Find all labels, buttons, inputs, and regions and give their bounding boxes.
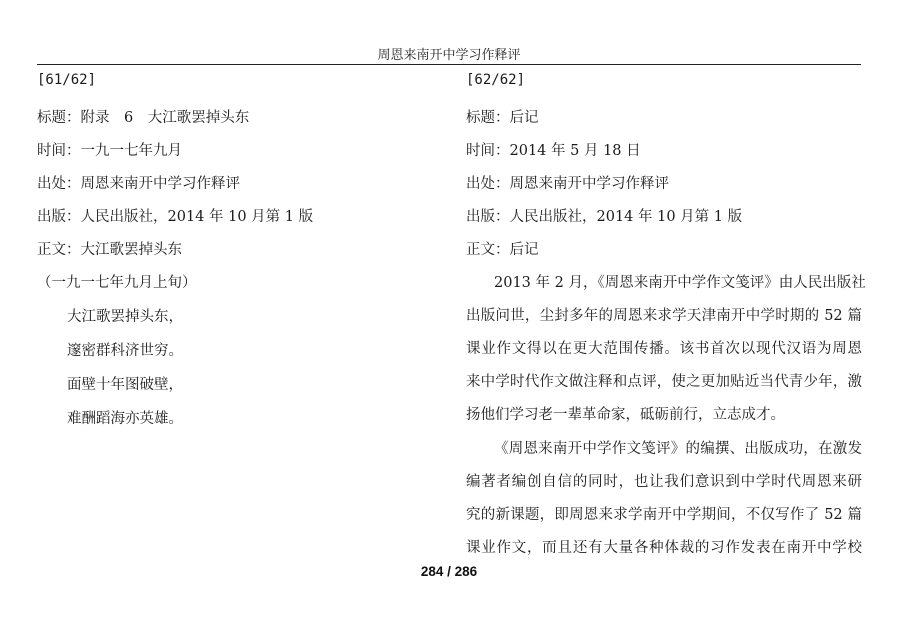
entry-text-label: 正文：后记 xyxy=(466,242,539,258)
entry-text-label: 正文：大江歌罢掉头东 xyxy=(37,242,182,258)
entry-source: 出处：周恩来南开中学习作释评 xyxy=(37,176,240,192)
entry-time: 时间：一九一七年九月 xyxy=(37,143,182,159)
entry-index: [62/62] xyxy=(466,72,526,88)
entry-index: [61/62] xyxy=(37,72,97,88)
entry-title: 标题：后记 xyxy=(466,110,539,126)
paragraph-line: 出版问世，尘封多年的周恩来求学天津南开中学时期的 52 篇 xyxy=(466,308,862,324)
page-number: 284 / 286 xyxy=(420,564,478,579)
poem-line: 大江歌罢掉头东， xyxy=(67,309,183,325)
running-header: 周恩来南开中学习作释评 xyxy=(377,48,521,63)
entry-source: 出处：周恩来南开中学习作释评 xyxy=(466,176,669,192)
entry-time: 时间：2014 年 5 月 18 日 xyxy=(466,143,641,159)
header-rule xyxy=(37,64,861,65)
paragraph-line: 来中学时代作文做注释和点评，使之更加贴近当代青少年，激 xyxy=(466,374,862,390)
poem-line: 难酬蹈海亦英雄。 xyxy=(67,411,183,427)
paragraph-line: 究的新课题，即周恩来求学南开中学期间，不仅写作了 52 篇 xyxy=(466,507,862,523)
poem-line: 面壁十年图破壁， xyxy=(67,377,183,393)
poem-date-note: （一九一七年九月上旬） xyxy=(37,275,197,291)
paragraph-line: 《周恩来南开中学作文笺评》的编撰、出版成功，在激发 xyxy=(494,441,862,457)
entry-title: 标题：附录 6 大江歌罢掉头东 xyxy=(37,110,250,126)
paragraph-line: 课业作文，而且还有大量各种体裁的习作发表在南开中学校 xyxy=(466,540,862,556)
entry-edition: 出版：人民出版社，2014 年 10 月第 1 版 xyxy=(466,209,743,225)
entry-edition: 出版：人民出版社，2014 年 10 月第 1 版 xyxy=(37,209,314,225)
paragraph-line: 编著者编创自信的同时，也让我们意识到中学时代周恩来研 xyxy=(466,474,862,490)
poem-line: 邃密群科济世穷。 xyxy=(67,343,183,359)
paragraph-line: 2013 年 2 月，《周恩来南开中学作文笺评》由人民出版社 xyxy=(494,275,866,291)
paragraph-line: 课业作文得以在更大范围传播。该书首次以现代汉语为周恩 xyxy=(466,341,862,357)
paragraph-line: 扬他们学习老一辈革命家，砥砺前行，立志成才。 xyxy=(466,407,785,423)
